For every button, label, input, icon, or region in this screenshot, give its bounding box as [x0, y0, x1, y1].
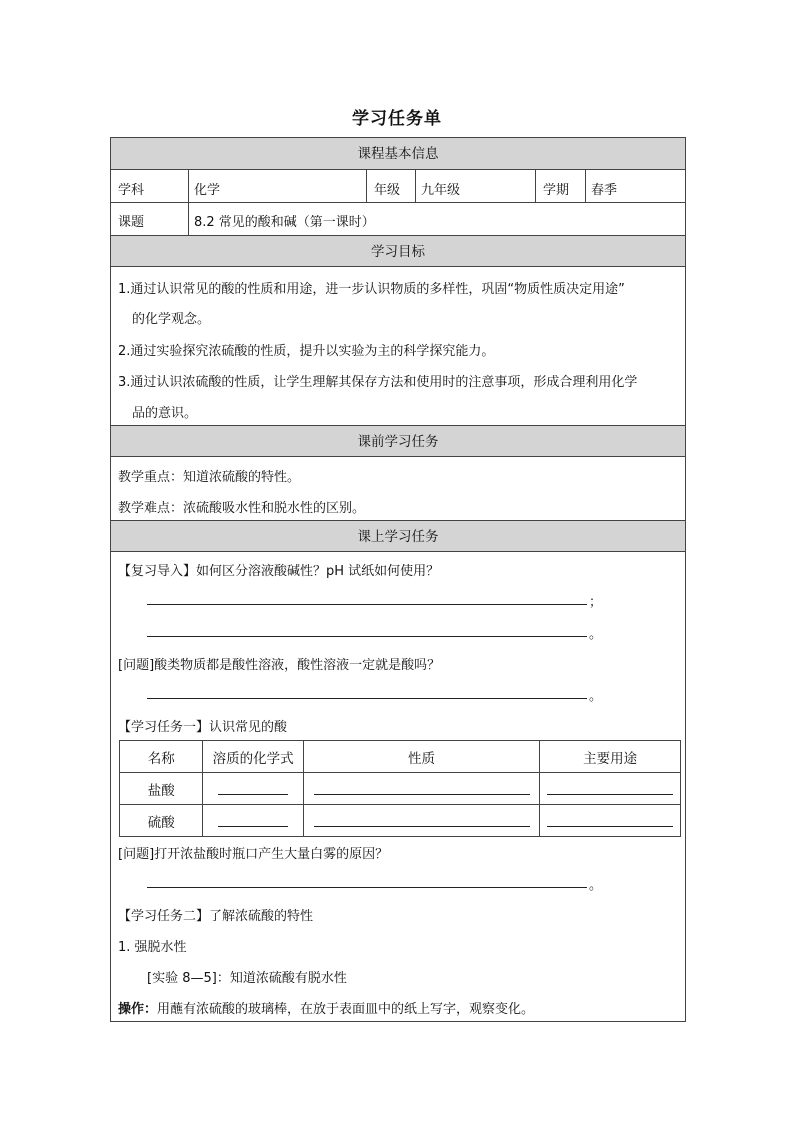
section-header-pre-class: 课前学习任务: [111, 425, 685, 457]
question-1: [问题]酸类物质都是酸性溶液，酸性溶液一定就是酸吗？: [118, 658, 441, 673]
answer-blank[interactable]: [218, 782, 288, 795]
answer-blank[interactable]: [218, 814, 288, 827]
property-cell[interactable]: [303, 773, 540, 805]
task-1-heading: 【学习任务一】认识常见的酸: [118, 720, 288, 735]
objective-3-line1: 3.通过认识浓硫酸的性质，让学生理解其保存方法和使用时的注意事项，形成合理利用化学: [118, 375, 638, 390]
answer-blank[interactable]: [547, 814, 673, 827]
section-header-basic-info: 课程基本信息: [111, 138, 685, 170]
table-header-cell: 性质: [303, 741, 540, 773]
table-header-cell: 名称: [120, 741, 203, 773]
topic-label: 课题: [118, 215, 145, 230]
usage-cell[interactable]: [540, 773, 681, 805]
section-header-in-class: 课上学习任务: [111, 520, 685, 552]
divider: [415, 170, 416, 203]
period-mark: 。: [589, 627, 603, 642]
experiment-label: [实验 8—5]：知道浓硫酸有脱水性: [147, 971, 347, 986]
answer-blank[interactable]: [147, 636, 587, 637]
divider: [111, 202, 685, 203]
divider: [535, 170, 536, 203]
table-header-row: [120, 741, 681, 773]
answer-blank[interactable]: [314, 782, 530, 795]
section-header-objectives: 学习目标: [111, 235, 685, 267]
answer-blank[interactable]: [147, 604, 587, 605]
operation-line: [118, 998, 534, 1017]
acid-name-cell: 硫酸: [120, 805, 203, 837]
property-cell[interactable]: [303, 805, 540, 837]
formula-cell[interactable]: [203, 805, 303, 837]
acid-name-cell: 盐酸: [120, 773, 203, 805]
period-mark: 。: [589, 689, 603, 704]
topic-value: 8.2 常见的酸和碱（第一课时）: [194, 215, 375, 230]
objective-2: 2.通过实验探究浓硫酸的性质，提升以实验为主的科学探究能力。: [118, 344, 495, 359]
objective-1-line1: 1.通过认识常见的酸的性质和用途，进一步认识物质的多样性，巩固“物质性质决定用途”: [118, 282, 625, 297]
operation-text: 用蘸有浓硫酸的玻璃棒，在放于表面皿中的纸上写字，观察变化。: [157, 1002, 535, 1017]
answer-blank[interactable]: [147, 698, 587, 699]
answer-blank[interactable]: [147, 887, 587, 888]
task-2-heading: 【学习任务二】了解浓硫酸的特性: [118, 909, 314, 924]
table-row: [120, 805, 681, 837]
usage-cell[interactable]: [540, 805, 681, 837]
table-header-cell: 主要用途: [540, 741, 681, 773]
table-header-cell: 溶质的化学式: [203, 741, 303, 773]
question-2: [问题]打开浓盐酸时瓶口产生大量白雾的原因？: [118, 847, 389, 862]
key-point: 教学重点：知道浓硫酸的特性。: [118, 470, 301, 485]
semicolon-mark: ；: [589, 595, 603, 610]
grade-label: 年级: [374, 183, 401, 198]
divider: [366, 170, 367, 203]
objective-1-line2: 的化学观念。: [132, 312, 211, 327]
task-sheet-table: [110, 137, 686, 1022]
term-label: 学期: [543, 183, 570, 198]
review-intro: 【复习导入】如何区分溶液酸碱性？pH 试纸如何使用？: [118, 564, 440, 579]
objective-3-line2: 品的意识。: [132, 406, 198, 421]
term-value: 春季: [591, 183, 618, 198]
formula-cell[interactable]: [203, 773, 303, 805]
answer-blank[interactable]: [314, 814, 530, 827]
subject-value: 化学: [194, 183, 221, 198]
divider: [585, 170, 586, 203]
difficulty: 教学难点：浓硫酸吸水性和脱水性的区别。: [118, 501, 366, 516]
table-row: [120, 773, 681, 805]
subject-label: 学科: [118, 183, 145, 198]
answer-blank[interactable]: [547, 782, 673, 795]
document-title: 学习任务单: [352, 109, 442, 129]
point-1-heading: 1. 强脱水性: [118, 940, 187, 955]
acids-table: [119, 740, 681, 837]
period-mark: 。: [589, 878, 603, 893]
grade-value: 九年级: [421, 183, 461, 198]
operation-label: 操作：: [118, 1002, 158, 1017]
